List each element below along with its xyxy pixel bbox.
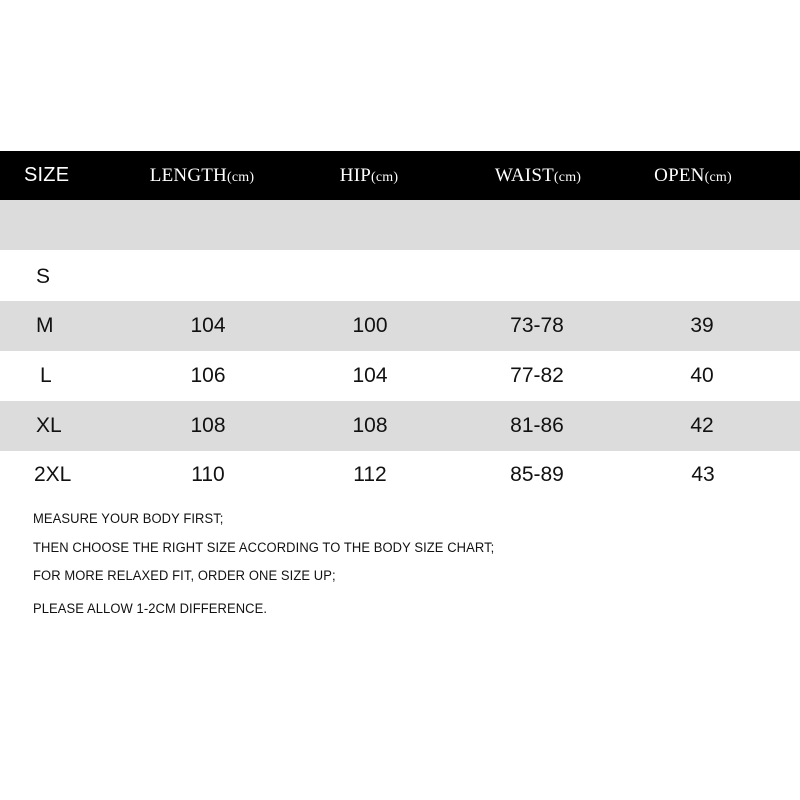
header-waist-label: WAIST bbox=[494, 165, 554, 186]
header-open bbox=[654, 151, 732, 200]
header-open-label: OPEN bbox=[654, 165, 705, 186]
size-cell: M bbox=[36, 314, 54, 337]
note-relaxed-fit: FOR MORE RELAXED FIT, ORDER ONE SIZE UP; bbox=[33, 568, 336, 583]
open-cell: 42 bbox=[690, 414, 714, 437]
hip-cell: 100 bbox=[352, 314, 388, 337]
table-row bbox=[0, 351, 800, 401]
table-row bbox=[0, 450, 800, 500]
table-row bbox=[0, 401, 800, 451]
open-cell: 43 bbox=[691, 463, 715, 486]
header-waist-unit: (cm) bbox=[553, 170, 582, 185]
header-open-unit: (cm) bbox=[704, 170, 732, 185]
header-waist bbox=[495, 151, 581, 200]
table-row bbox=[0, 301, 800, 351]
length-cell: 106 bbox=[190, 364, 226, 387]
blank-stripe-row bbox=[0, 200, 800, 250]
hip-cell: 112 bbox=[353, 463, 387, 486]
header-hip-label: HIP bbox=[339, 165, 371, 186]
table-row bbox=[0, 252, 800, 302]
size-cell: S bbox=[36, 265, 51, 288]
waist-cell: 77-82 bbox=[510, 364, 564, 387]
size-cell: XL bbox=[36, 414, 62, 437]
waist-cell: 73-78 bbox=[510, 314, 564, 337]
open-cell: 40 bbox=[690, 364, 714, 387]
hip-cell: 108 bbox=[352, 414, 388, 437]
header-length-label: LENGTH bbox=[149, 165, 227, 186]
length-cell: 110 bbox=[191, 463, 225, 486]
header-size: SIZE bbox=[24, 164, 70, 186]
header-hip-unit: (cm) bbox=[370, 170, 399, 185]
note-measure-first: MEASURE YOUR BODY FIRST; bbox=[33, 511, 224, 526]
size-cell: 2XL bbox=[34, 463, 72, 486]
header-length-unit: (cm) bbox=[226, 170, 255, 185]
length-cell: 108 bbox=[190, 414, 226, 437]
hip-cell: 104 bbox=[352, 364, 388, 387]
header-hip bbox=[340, 151, 398, 200]
waist-cell: 81-86 bbox=[510, 414, 564, 437]
note-choose-size: THEN CHOOSE THE RIGHT SIZE ACCORDING TO THE BODY SIZE CHART; bbox=[33, 540, 495, 555]
header-length bbox=[150, 151, 254, 200]
size-table-header bbox=[0, 151, 800, 200]
length-cell: 104 bbox=[190, 314, 226, 337]
size-cell: L bbox=[40, 364, 52, 387]
open-cell: 39 bbox=[690, 314, 714, 337]
waist-cell: 85-89 bbox=[510, 463, 564, 486]
note-allow-difference: PLEASE ALLOW 1-2CM DIFFERENCE. bbox=[33, 601, 268, 616]
